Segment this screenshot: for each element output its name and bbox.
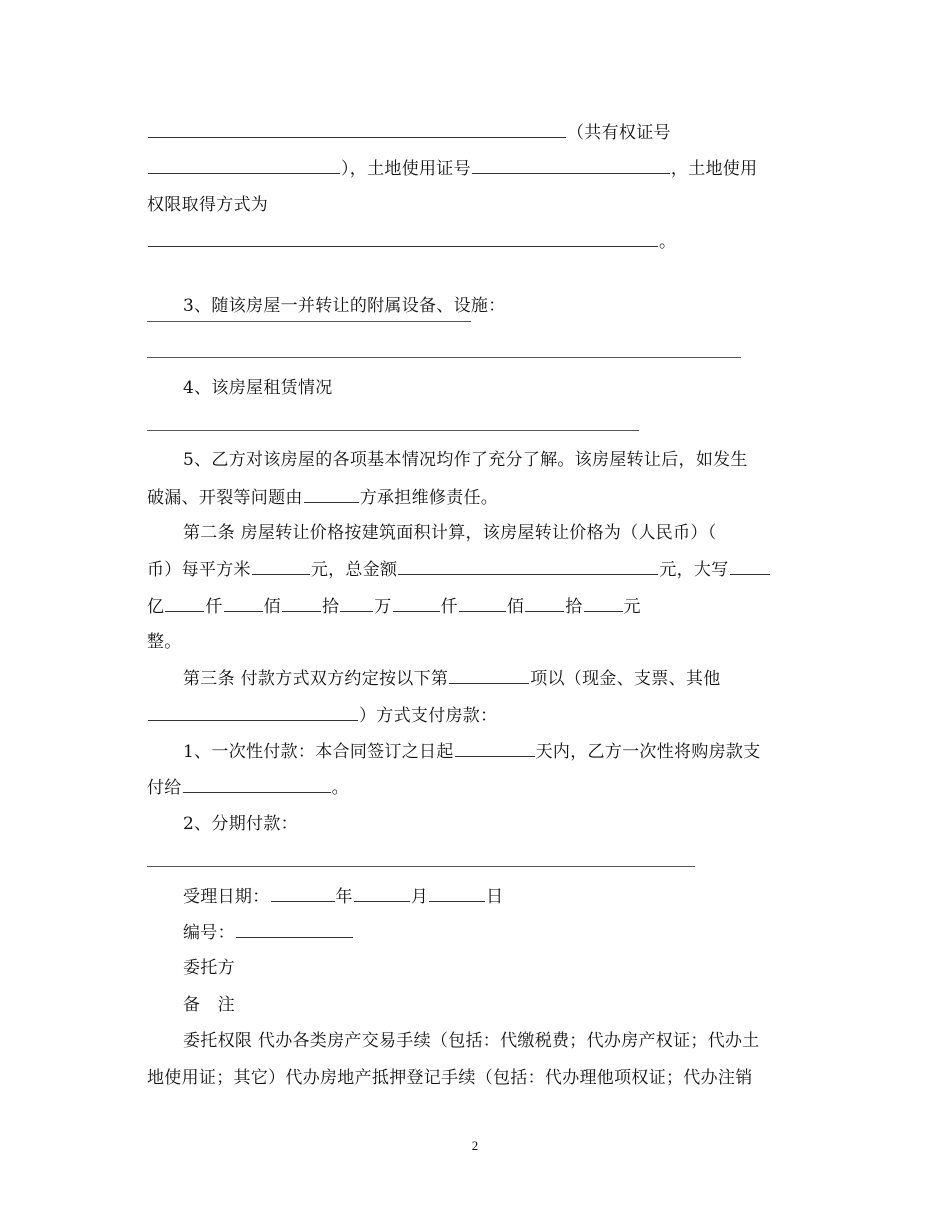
lump-sum-label: 1、一次性付款：本合同签订之日起 bbox=[183, 742, 454, 762]
period: 。 bbox=[331, 778, 349, 798]
blank-field bbox=[730, 557, 770, 575]
blank-field bbox=[429, 884, 485, 902]
authority-scope: 委托权限 代办各类房产交易手续（包括：代缴税费；代办房产权证；代办土 bbox=[183, 1031, 760, 1051]
article-2-price: 第二条 房屋转让价格按建筑面积计算，该房屋转让价格为（人民币）（ bbox=[183, 523, 717, 543]
payment-label: 第三条 付款方式双方约定按以下第 bbox=[183, 669, 449, 689]
unit-shi-2: 拾 bbox=[565, 597, 583, 617]
accept-date-label: 受理日期： bbox=[183, 887, 270, 907]
clause-4-lease: 4、该房屋租赁情况 bbox=[183, 378, 333, 398]
text-line-14 bbox=[147, 703, 497, 728]
text-line-3: 权限取得方式为 bbox=[147, 195, 269, 215]
blank-field bbox=[236, 920, 353, 938]
unit-bai: 佰 bbox=[263, 597, 281, 617]
blank-field bbox=[148, 156, 340, 174]
remarks-label: 备 注 bbox=[183, 995, 235, 1015]
capital-label: 元，大写 bbox=[659, 560, 729, 580]
unit-wan: 万 bbox=[374, 597, 392, 617]
number-label: 编号： bbox=[183, 923, 235, 943]
blank-field bbox=[525, 594, 564, 612]
text-line-16 bbox=[147, 775, 349, 800]
unit-yuan: 元 bbox=[623, 597, 641, 617]
text-line-12: 整。 bbox=[147, 632, 182, 652]
payment-way-label: ）方式支付房款： bbox=[359, 706, 498, 726]
blank-field bbox=[148, 229, 658, 247]
year-label: 年 bbox=[335, 887, 353, 907]
payment-method-label: 项以（现金、支票、其他 bbox=[530, 669, 721, 689]
blank-field bbox=[340, 594, 373, 612]
blank-field bbox=[449, 666, 529, 684]
land-cert-label: ），土地使用证号 bbox=[341, 159, 471, 179]
article-3-payment bbox=[183, 666, 721, 691]
text-line-1 bbox=[147, 120, 671, 145]
authority-scope-cont: 地使用证；其它）代办房地产抵押登记手续（包括：代办理他项权证；代办注销 bbox=[147, 1068, 753, 1088]
blank-field bbox=[271, 884, 335, 902]
unit-yi: 亿 bbox=[147, 597, 165, 617]
blank-field bbox=[148, 703, 358, 721]
unit-shi: 拾 bbox=[321, 597, 340, 617]
unit-qian-2: 仟 bbox=[440, 597, 458, 617]
blank-field bbox=[472, 156, 670, 174]
blank-field bbox=[304, 485, 359, 503]
blank-rule bbox=[147, 430, 639, 431]
blank-rule bbox=[147, 866, 695, 867]
blank-rule bbox=[147, 321, 471, 322]
unit-qian: 仟 bbox=[205, 597, 223, 617]
blank-field bbox=[148, 120, 566, 138]
blank-field bbox=[459, 594, 506, 612]
text-line-2 bbox=[147, 156, 757, 181]
text-line-11-amount-units bbox=[147, 594, 641, 619]
installment-payment: 2、分期付款： bbox=[183, 814, 298, 834]
text-line-4 bbox=[147, 229, 676, 254]
blank-field bbox=[393, 594, 440, 612]
number-field bbox=[183, 920, 354, 945]
blank-field bbox=[282, 594, 321, 612]
blank-field bbox=[183, 775, 331, 793]
blank-field bbox=[584, 594, 623, 612]
blank-field bbox=[165, 594, 204, 612]
accept-date bbox=[183, 884, 503, 909]
repair-label: 方承担维修责任。 bbox=[359, 488, 499, 508]
client-label: 委托方 bbox=[183, 958, 235, 978]
total-label: 元，总金额 bbox=[310, 560, 398, 580]
page-number: 2 bbox=[471, 1138, 479, 1153]
blank-field bbox=[455, 739, 535, 757]
blank-field bbox=[354, 884, 410, 902]
lump-sum-payment bbox=[183, 739, 761, 764]
clause-5-understanding: 5、乙方对该房屋的各项基本情况均作了充分了解。该房屋转让后，如发生 bbox=[183, 450, 748, 470]
text-line-10 bbox=[147, 557, 771, 582]
month-label: 月 bbox=[410, 887, 429, 907]
land-use-label: ，土地使用 bbox=[670, 159, 758, 179]
damage-label: 破漏、开裂等问题由 bbox=[147, 488, 303, 508]
text-line-8 bbox=[147, 485, 498, 510]
per-sqm-label: 币）每平方米 bbox=[147, 560, 251, 580]
co-ownership-label: （共有权证号 bbox=[567, 123, 671, 143]
period: 。 bbox=[659, 232, 677, 252]
blank-rule bbox=[147, 357, 741, 358]
unit-bai-2: 佰 bbox=[506, 597, 525, 617]
blank-field bbox=[252, 557, 310, 575]
pay-to-label: 付给 bbox=[147, 778, 182, 798]
blank-field bbox=[224, 594, 263, 612]
blank-field bbox=[398, 557, 658, 575]
clause-3-facilities: 3、随该房屋一并转让的附属设备、设施： bbox=[183, 296, 506, 316]
lump-sum-days-label: 天内，乙方一次性将购房款支 bbox=[535, 742, 761, 762]
day-label: 日 bbox=[486, 887, 504, 907]
